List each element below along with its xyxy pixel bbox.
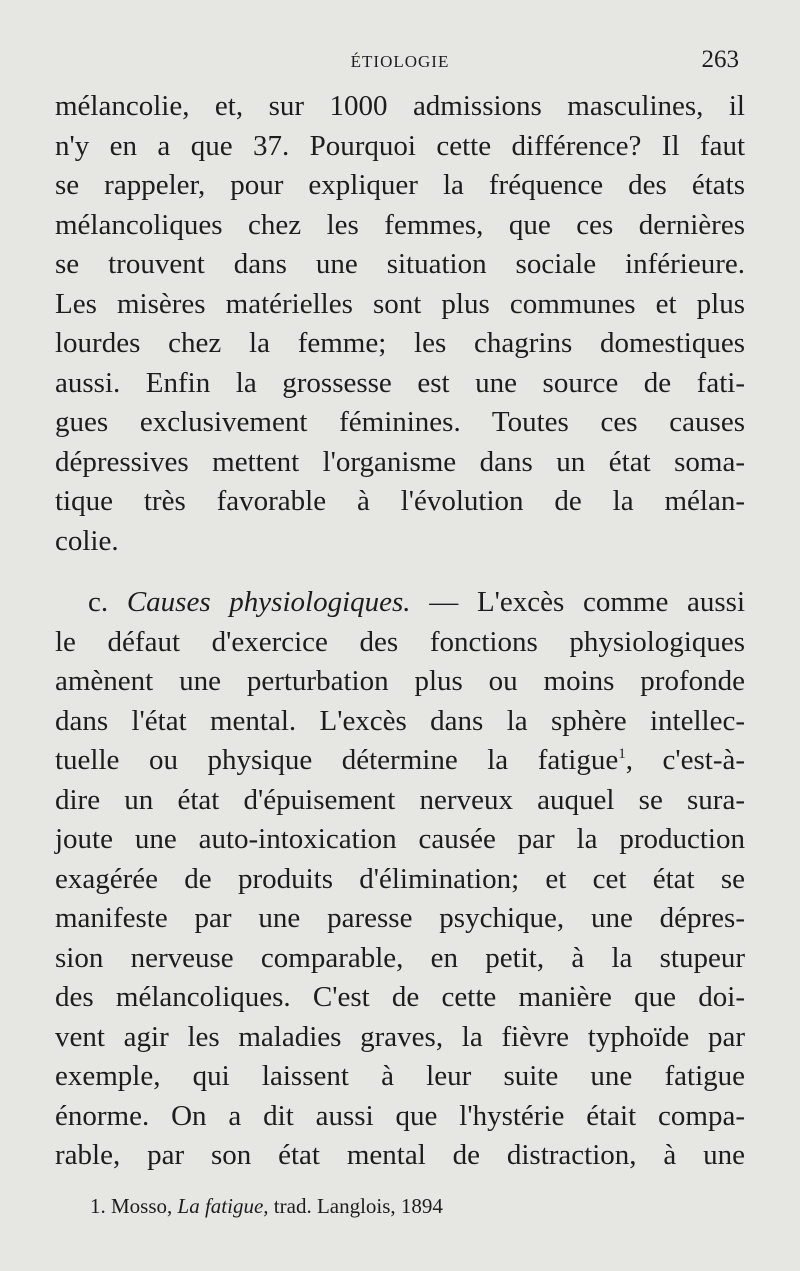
text-segment: tuelle ou physique détermine la fatigue xyxy=(55,744,619,776)
text-line: gues exclusivement féminines. Toutes ces causes xyxy=(55,406,745,438)
text-line: amènent une perturbation plus ou moins profonde xyxy=(55,665,745,697)
text-line: aussi. Enfin la grossesse est une source de fati- xyxy=(55,366,745,399)
footnote xyxy=(90,1194,443,1219)
text-line: rable, par son état mental de distraction, à une xyxy=(55,1139,745,1171)
section-heading-line xyxy=(55,583,745,623)
text-line: énorme. On a dit aussi que l'hystérie était compa- xyxy=(55,1099,745,1132)
footnote-rest: trad. Langlois, 1894 xyxy=(273,1194,443,1218)
running-title: ÉTIOLOGIE xyxy=(350,52,450,71)
running-head xyxy=(55,46,745,76)
text-line: colie. xyxy=(55,524,119,557)
text-line: dire un état d'épuisement nerveux auquel se sura- xyxy=(55,783,745,816)
text-line: des mélancoliques. C'est de cette manière que doi- xyxy=(55,981,745,1013)
footnote-title: La fatigue, xyxy=(177,1194,269,1218)
footnote-number: 1. xyxy=(90,1194,106,1218)
footnote-marker: 1 xyxy=(618,746,626,762)
text-line: joute une auto-intoxication causée par la production xyxy=(55,823,745,855)
text-line: mélancoliques chez les femmes, que ces dernières xyxy=(55,208,745,241)
text-line: dépressives mettent l'organisme dans un état soma- xyxy=(55,445,745,478)
page-number: 263 xyxy=(701,46,739,73)
text-line: dans l'état mental. L'excès dans la sphère intellec- xyxy=(55,704,745,737)
text-line: exemple, qui laissent à leur suite une fatigue xyxy=(55,1060,745,1092)
text-line: sion nerveuse comparable, en petit, à la stupeur xyxy=(55,941,745,974)
text-line: Les misères matérielles sont plus communes et plus xyxy=(55,287,745,320)
paragraph-gap xyxy=(55,561,745,583)
text-line: n'y en a que 37. Pourquoi cette différence? Il faut xyxy=(55,129,745,162)
text-line: se trouvent dans une situation sociale inférieure. xyxy=(55,248,745,280)
text-line: mélancolie, et, sur 1000 admissions masculines, il xyxy=(55,90,745,122)
section-letter: c. xyxy=(88,586,109,618)
text-line: vent agir les maladies graves, la fièvre typhoïde par xyxy=(55,1020,745,1053)
text-line: manifeste par une paresse psychique, une dépres- xyxy=(55,902,745,934)
text-line: tique très favorable à l'évolution de la mélan- xyxy=(55,485,745,517)
text-line: exagérée de produits d'élimination; et cet état se xyxy=(55,862,745,895)
section-title: Causes physiologiques. xyxy=(126,586,411,618)
section-first-line-text: — L'excès comme aussi xyxy=(429,586,746,618)
text-line: se rappeler, pour expliquer la fréquence des états xyxy=(55,169,745,201)
body-text xyxy=(55,87,745,1176)
text-line: le défaut d'exercice des fonctions physiologiques xyxy=(55,625,745,658)
text-line: lourdes chez la femme; les chagrins domestiques xyxy=(55,327,745,359)
text-segment: , c'est-à- xyxy=(625,744,746,776)
footnote-author: Mosso, xyxy=(111,1194,173,1218)
text-line-with-footnote xyxy=(55,741,745,781)
